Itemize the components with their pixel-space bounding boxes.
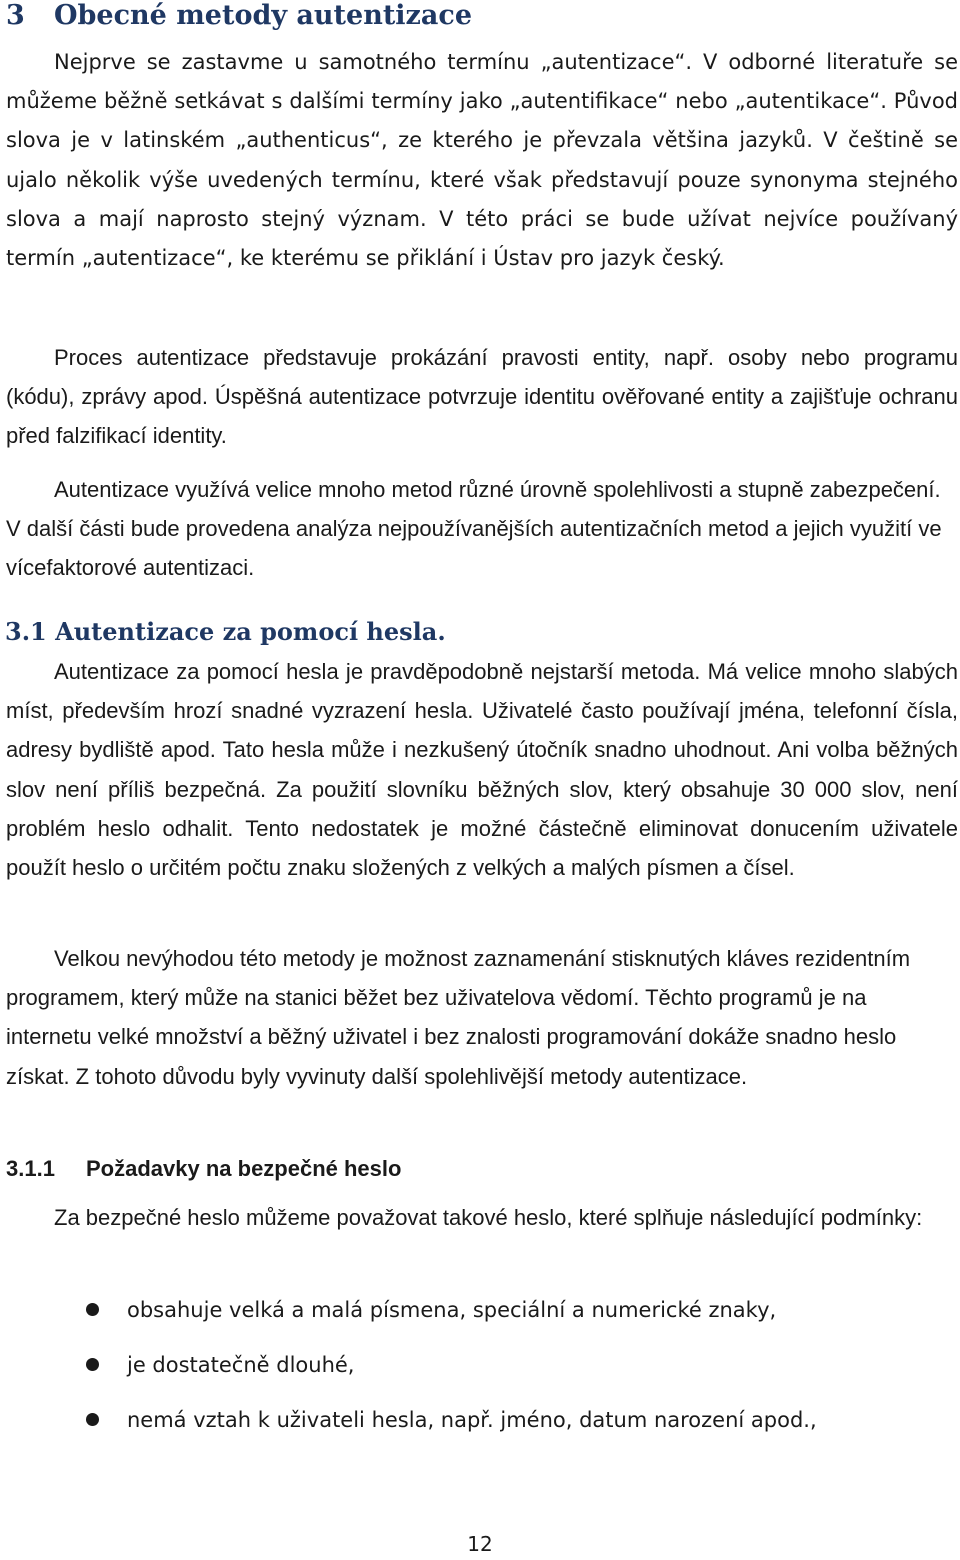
list-item-text: obsahuje velká a malá písmena, speciální a numerické znaky, (127, 1298, 777, 1322)
page-number: 12 (467, 1532, 493, 1556)
section-number: 3 (6, 0, 25, 31)
subsubsection-title: Požadavky na bezpečné heslo (86, 1156, 402, 1181)
bullet-icon (86, 1303, 99, 1316)
list-item (0, 1290, 960, 1330)
subsubsection-heading (6, 1151, 946, 1187)
paragraph: Nejprve se zastavme u samotného termínu „autentizace“. V odborné literatuře se můžeme běžně setkávat s dalšími termíny jako „autentifikace“ nebo „autentikace“. Původ slova je v latinském „authenticus“, ze kterého je převzala většina jazyků. V češtině se ujalo několik výše uvedených termínu, které však představují pouze synonyma stejného slova a mají naprosto stejný význam. V této práci se bude užívat nejvíce používaný termín „autentizace“, ke kterému se přiklání i Ústav pro jazyk český. (6, 50, 958, 271)
paragraph: Autentizace za pomocí hesla je pravděpodobně nejstarší metoda. Má velice mnoho slabých míst, především hrozí snadné vyzrazení hesla. Uživatelé často používají jména, telefonní čísla, adresy bydliště apod. Tato hesla může i nezkušený útočník snadno uhodnout. Ani volba běžných slov není příliš bezpečná. Za použití slovníku běžných slov, který obsahuje 30 000 slov, není problém heslo odhalit. Tento nedostatek je možné částečně eliminovat donucením uživatele použít heslo o určitém počtu znaku složených z velkých a malých písmen a čísel. (6, 659, 958, 881)
paragraph: Za bezpečné heslo můžeme považovat takové heslo, které splňuje následující podmínky: (54, 1205, 923, 1230)
list-item-text: nemá vztah k uživateli hesla, např. jméno, datum narození apod., (127, 1408, 817, 1432)
bullet-icon (86, 1358, 99, 1371)
list-item-text: je dostatečně dlouhé, (127, 1353, 355, 1377)
paragraph: Proces autentizace představuje prokázání pravosti entity, např. osoby nebo programu (kódu), zprávy apod. Úspěšná autentizace potvrzuje identitu ověřované entity a zajišťuje ochranu před falzifikací identity. (6, 345, 958, 449)
list-item (0, 1345, 960, 1385)
subsubsection-number: 3.1.1 (6, 1156, 55, 1181)
paragraph: Autentizace využívá velice mnoho metod různé úrovně spolehlivosti a stupně zabezpečení. V další části bude provedena analýza nejpoužívanějších autentizačních metod a jejich využití ve vícefaktorové autentizaci. (6, 477, 942, 581)
bullet-icon (86, 1413, 99, 1426)
list-item (0, 1400, 960, 1440)
paragraph: Velkou nevýhodou této metody je možnost zaznamenání stisknutých kláves rezidentním programem, který může na stanici běžet bez uživatelova vědomí. Těchto programů je na internetu velké množství a běžný uživatel i bez znalosti programování dokáže snadno heslo získat. Z tohoto důvodu byly vyvinuty další spolehlivější metody autentizace. (6, 946, 911, 1089)
section-heading (6, 0, 946, 36)
section-title: Obecné metody autentizace (54, 0, 472, 31)
subsection-heading: 3.1 Autentizace za pomocí hesla. (5, 617, 446, 646)
